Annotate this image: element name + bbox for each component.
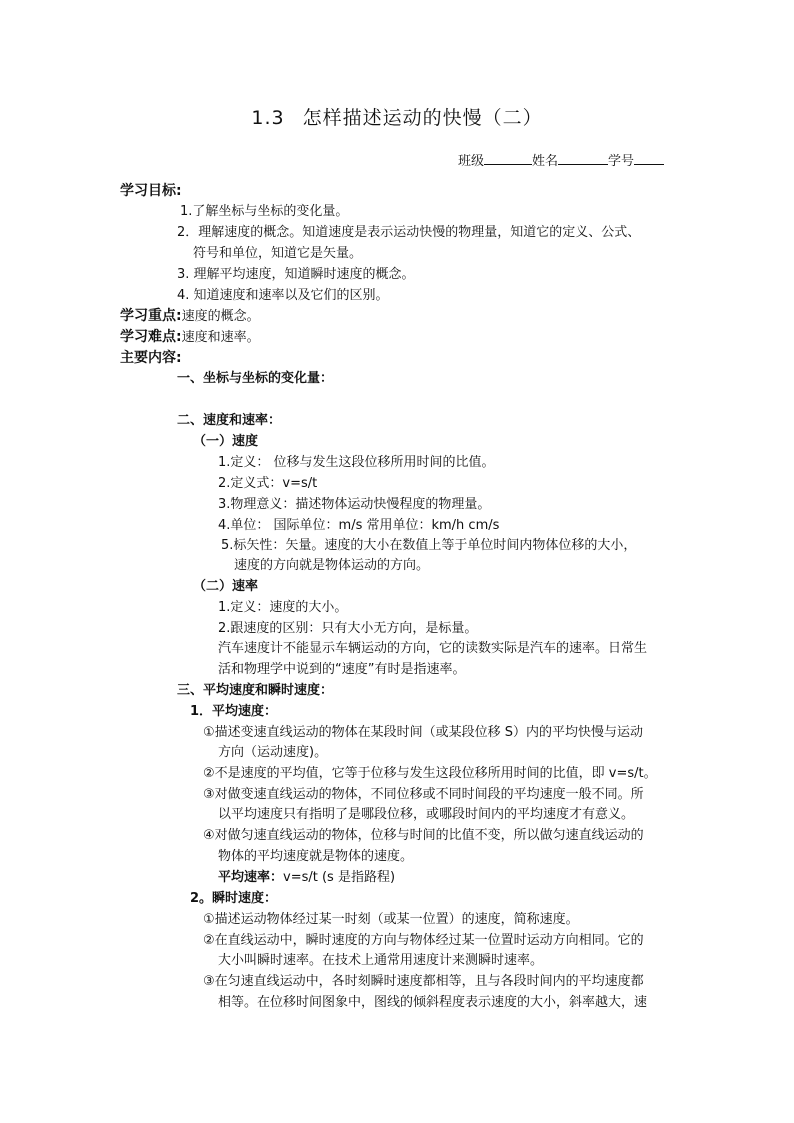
list-item: ①描述运动物体经过某一时刻（或某一位置）的速度，简称速度。 bbox=[203, 912, 579, 927]
subsection-heading: 2。瞬时速度： bbox=[190, 891, 278, 906]
list-item: 活和物理学中说到的“速度”有时是指速率。 bbox=[218, 662, 466, 677]
list-item: 1.定义：速度的大小。 bbox=[218, 600, 348, 615]
name-label: 姓名 bbox=[532, 154, 559, 169]
id-blank[interactable] bbox=[634, 152, 664, 165]
subsection-heading: （二）速率 bbox=[193, 579, 259, 594]
objective-item: 符号和单位，知道它是矢量。 bbox=[193, 246, 363, 261]
list-item: ②在直线运动中，瞬时速度的方向与物体经过某一位置时运动方向相同。它的 bbox=[203, 933, 644, 948]
objectives-heading: 学习目标: bbox=[120, 183, 182, 199]
objective-item: 2．理解速度的概念。知道速度是表示运动快慢的物理量，知道它的定义、公式、 bbox=[177, 225, 641, 240]
objective-item: 3. 理解平均速度，知道瞬时速度的概念。 bbox=[177, 267, 415, 282]
name-blank[interactable] bbox=[558, 152, 608, 165]
list-item: 方向（运动速度)。 bbox=[218, 745, 328, 760]
key-point-label: 学习重点: bbox=[120, 308, 182, 324]
list-item: 3.物理意义：描述物体运动快慢程度的物理量。 bbox=[218, 497, 491, 512]
list-item: 物体的平均速度就是物体的速度。 bbox=[218, 849, 414, 864]
list-item: ①描述变速直线运动的物体在某段时间（或某段位移 S）内的平均快慢与运动 bbox=[203, 725, 644, 740]
objective-item: 4. 知道速度和速率以及它们的区别。 bbox=[177, 288, 389, 303]
objective-item: 1.了解坐标与坐标的变化量。 bbox=[180, 204, 349, 219]
list-item: 以平均速度只有指明了是哪段位移，或哪段时间内的平均速度才有意义。 bbox=[218, 807, 635, 822]
subsection-heading: （一）速度 bbox=[193, 434, 259, 449]
key-point bbox=[120, 307, 260, 326]
average-rate bbox=[218, 869, 395, 887]
list-item: ③在匀速直线运动中，各时刻瞬时速度都相等，且与各段时间内的平均速度都 bbox=[203, 974, 644, 989]
main-content-heading: 主要内容: bbox=[120, 350, 182, 366]
list-item: 1.定义： 位移与发生这段位移所用时间的比值。 bbox=[218, 455, 495, 470]
difficult-point-text: 速度和速率。 bbox=[181, 330, 260, 345]
list-item: 2.跟速度的区别：只有大小无方向，是标量。 bbox=[218, 621, 478, 636]
id-label: 学号 bbox=[608, 154, 635, 169]
list-item: 4.单位： 国际单位：m/s 常用单位：km/h cm/s bbox=[218, 518, 500, 533]
subsection-heading: 1．平均速度： bbox=[190, 704, 278, 719]
list-item: ③对做变速直线运动的物体，不同位移或不同时间段的平均速度一般不同。所 bbox=[203, 787, 644, 802]
class-label: 班级 bbox=[458, 154, 485, 169]
average-rate-label: 平均速率： bbox=[218, 870, 284, 885]
list-item: ②不是速度的平均值，它等于位移与发生这段位移所用时间的比值，即 v=s/t。 bbox=[203, 766, 657, 781]
list-item: 5.标矢性：矢量。速度的大小在数值上等于单位时间内物体位移的大小， bbox=[221, 538, 637, 553]
difficult-point-label: 学习难点: bbox=[120, 329, 182, 345]
list-item: 大小叫瞬时速率。在技术上通常用速度计来测瞬时速率。 bbox=[218, 953, 544, 968]
section-heading: 一、坐标与坐标的变化量： bbox=[177, 371, 334, 386]
class-blank[interactable] bbox=[484, 152, 532, 165]
difficult-point bbox=[120, 328, 260, 347]
key-point-text: 速度的概念。 bbox=[181, 309, 260, 324]
page-title bbox=[0, 106, 794, 130]
title-text: 怎样描述运动的快慢（二） bbox=[302, 107, 543, 129]
list-item: 2.定义式：v=s/t bbox=[218, 476, 318, 491]
list-item: ④对做匀速直线运动的物体，位移与时间的比值不变，所以做匀速直线运动的 bbox=[203, 828, 644, 843]
section-number: 1.3 bbox=[251, 107, 285, 129]
student-info bbox=[458, 152, 664, 171]
list-item: 相等。在位移时间图象中，图线的倾斜程度表示速度的大小，斜率越大，速 bbox=[218, 995, 648, 1010]
list-item: 汽车速度计不能显示车辆运动的方向，它的读数实际是汽车的速率。日常生 bbox=[218, 641, 648, 656]
section-heading: 三、平均速度和瞬时速度： bbox=[177, 683, 334, 698]
average-rate-text: v=s/t (s 是指路程) bbox=[283, 870, 396, 885]
section-heading: 二、速度和速率： bbox=[177, 413, 282, 428]
list-item: 速度的方向就是物体运动的方向。 bbox=[234, 558, 430, 573]
